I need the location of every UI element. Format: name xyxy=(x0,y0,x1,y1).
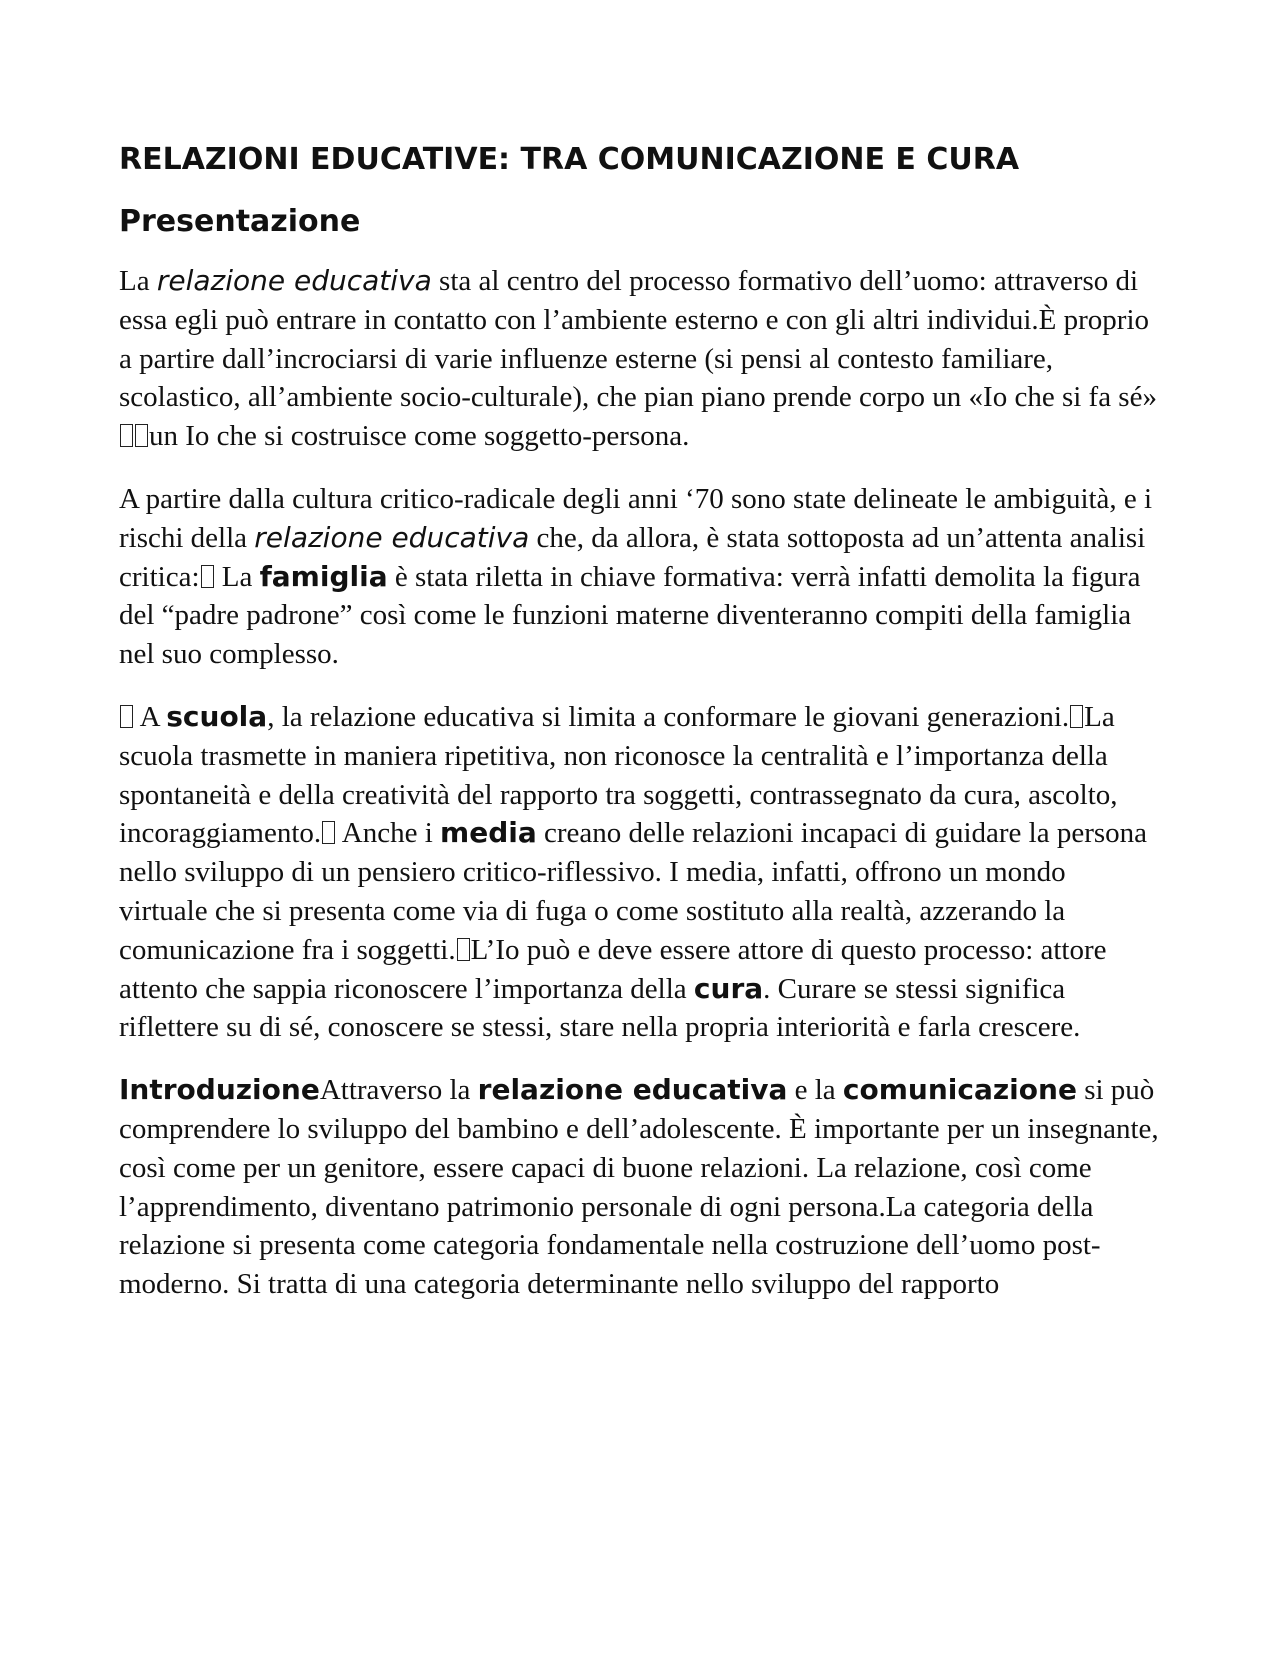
missing-glyph-icon xyxy=(120,705,133,728)
missing-glyph-icon xyxy=(135,424,148,447)
section-heading-presentazione: Presentazione xyxy=(119,204,361,239)
emphasis-famiglia: famiglia xyxy=(259,559,388,593)
paragraph-introduzione xyxy=(119,1071,1159,1304)
paragraph-presentazione xyxy=(119,262,1159,456)
text-run: L’Io può e deve essere attore di questo processo: attore attento che sappia riconoscere l’importanza della xyxy=(119,933,1107,1005)
missing-glyph-icon xyxy=(1070,705,1083,728)
emphasis-media: media xyxy=(440,816,537,850)
text-run: Anche i xyxy=(336,817,441,850)
text-run: si può comprendere lo sviluppo del bambino e dell’adolescente. È importante per un insegnante, così come per un genitore, essere capaci di buone relazioni. La relazione, così come l’apprendimento, diventano patrimonio personale di ogni persona.La categoria della relazione si presenta come categoria fondamentale nella costruzione dell’uomo post-moderno. Si tratta di una categoria determinante nello sviluppo del rapporto xyxy=(119,1074,1159,1301)
missing-glyph-icon xyxy=(120,424,133,447)
text-run: che, da allora, è stata sottoposta ad un’attenta analisi critica: xyxy=(119,521,1146,593)
text-run: La scuola trasmette in maniera ripetitiva, non riconosce la centralità e l’importanza della spontaneità e della creatività del rapporto tra soggetti, contrassegnato da cura, ascolto, incoraggiamento. xyxy=(119,700,1118,850)
emphasis-comunicazione: comunicazione xyxy=(842,1073,1077,1107)
document-page xyxy=(119,140,1159,1328)
section-heading-introduzione: Introduzione xyxy=(119,1073,320,1107)
text-run: La xyxy=(119,265,157,297)
text-run: un Io che si costruisce come soggetto-persona. xyxy=(149,420,690,453)
emphasis-scuola: scuola xyxy=(166,699,268,733)
emphasis-cura: cura xyxy=(693,971,764,1005)
emphasis-relazione-educativa: relazione educativa xyxy=(254,520,530,554)
document-title: RELAZIONI EDUCATIVE: TRA COMUNICAZIONE E CURA xyxy=(119,142,1020,177)
emphasis-relazione-educativa: relazione educativa xyxy=(156,264,432,297)
text-run: A xyxy=(134,700,167,733)
paragraph-cultura-critico-radicale xyxy=(119,480,1159,674)
text-run: è stata riletta in chiave formativa: verrà infatti demolita la figura del “padre padrone” così come le funzioni materne diventeranno compiti della famiglia nel suo complesso. xyxy=(119,560,1141,671)
text-run: A partire dalla cultura critico-radicale degli anni ‘70 sono state delineate le ambiguità, e i rischi della xyxy=(119,482,1153,554)
missing-glyph-icon xyxy=(322,821,335,844)
missing-glyph-icon xyxy=(457,938,470,961)
text-run: e la xyxy=(787,1074,843,1107)
text-run: Attraverso la xyxy=(319,1074,478,1107)
text-run: , la relazione educativa si limita a conformare le giovani generazioni. xyxy=(267,700,1070,733)
paragraph-scuola-media xyxy=(119,698,1159,1047)
text-run: creano delle relazioni incapaci di guidare la persona nello sviluppo di un pensiero critico-riflessivo. I media, infatti, offrono un mondo virtuale che si presenta come via di fuga o come sostituto alla realtà, azzerando la comunicazione fra i soggetti. xyxy=(119,817,1148,966)
emphasis-relazione-educativa: relazione educativa xyxy=(477,1073,788,1107)
missing-glyph-icon xyxy=(201,565,214,588)
text-run: La xyxy=(214,560,260,593)
text-run: sta al centro del processo formativo dell’uomo: attraverso di essa egli può entrare in contatto con l’ambiente esterno e con gli altri individui.È proprio a partire dall’incrociarsi di varie influenze esterne (si pensi al contesto familiare, scolastico, all’ambiente socio-culturale), che pian piano prende corpo un «Io che si fa sé» xyxy=(119,265,1157,414)
text-run: . Curare se stessi significa riflettere su di sé, conoscere se stessi, stare nella propria interiorità e farla crescere. xyxy=(119,972,1081,1044)
